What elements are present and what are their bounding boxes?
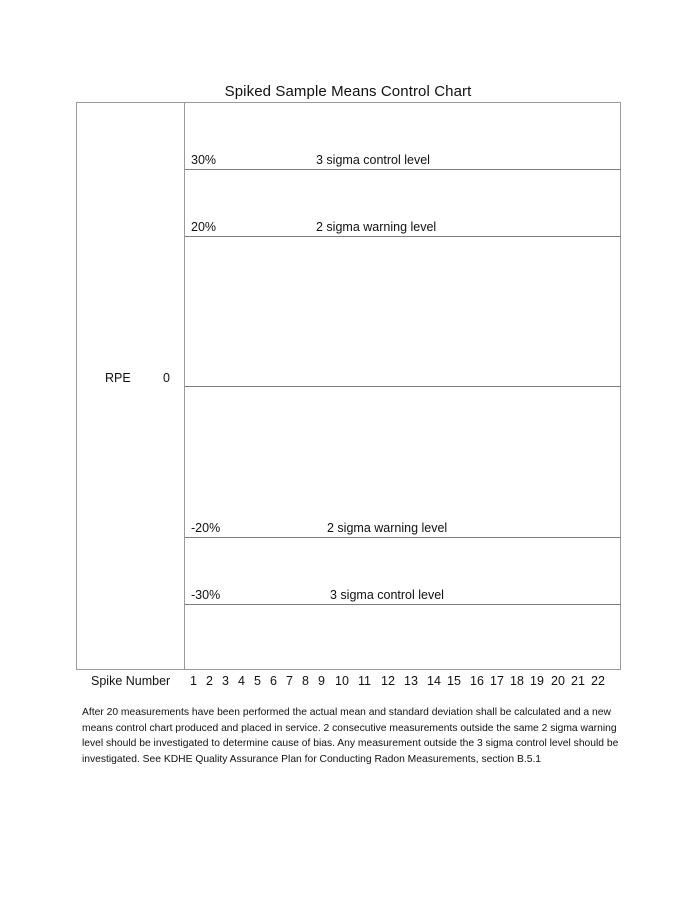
y-zero-label: 0 (163, 371, 170, 385)
level-pct: 20% (191, 220, 217, 234)
level-pct: -30% (191, 588, 221, 602)
instructions-note: After 20 measurements have been performed the actual mean and standard deviation shall be calculated and a new means control chart produced and placed in service. 2 consecutive measurements outside the same 2 sigma warning level should be investigated to determine cause of bias. Any measurement outside the 3 sigma control level should be investigated. See KDHE Quality Assurance Plan for Conducting Radon Measurements, section B.5.1 (82, 707, 619, 765)
x-tick: 12 (381, 674, 395, 688)
line-3sigma-lower (185, 604, 621, 605)
x-tick: 10 (335, 674, 349, 688)
x-tick: 21 (571, 674, 585, 688)
line-zero (185, 386, 621, 387)
x-tick: 17 (490, 674, 504, 688)
x-tick: 1 (190, 674, 197, 688)
x-tick: 5 (254, 674, 261, 688)
x-tick: 22 (591, 674, 605, 688)
x-tick: 2 (206, 674, 213, 688)
level-pct: 30% (191, 153, 217, 167)
x-tick: 7 (286, 674, 293, 688)
x-tick: 20 (551, 674, 565, 688)
level-text: 3 sigma control level (330, 588, 444, 602)
level-pct: -20% (191, 521, 221, 535)
x-tick: 15 (447, 674, 461, 688)
level-text: 2 sigma warning level (327, 521, 448, 535)
y-axis-label: RPE (105, 371, 131, 385)
x-tick: 18 (510, 674, 524, 688)
x-tick: 6 (270, 674, 277, 688)
x-tick: 19 (530, 674, 544, 688)
level-text: 2 sigma warning level (316, 220, 437, 234)
level-text: 3 sigma control level (316, 153, 430, 167)
x-tick: 14 (427, 674, 441, 688)
x-tick: 16 (470, 674, 484, 688)
x-tick: 4 (238, 674, 245, 688)
x-tick: 11 (358, 674, 371, 688)
x-tick: 13 (404, 674, 418, 688)
x-axis-label: Spike Number (91, 674, 171, 688)
line-2sigma-upper (185, 236, 621, 237)
line-2sigma-lower (185, 537, 621, 538)
x-tick: 8 (302, 674, 309, 688)
x-tick: 3 (222, 674, 229, 688)
line-3sigma-upper (185, 169, 621, 170)
chart-title: Spiked Sample Means Control Chart (224, 83, 472, 100)
x-tick: 9 (318, 674, 325, 688)
